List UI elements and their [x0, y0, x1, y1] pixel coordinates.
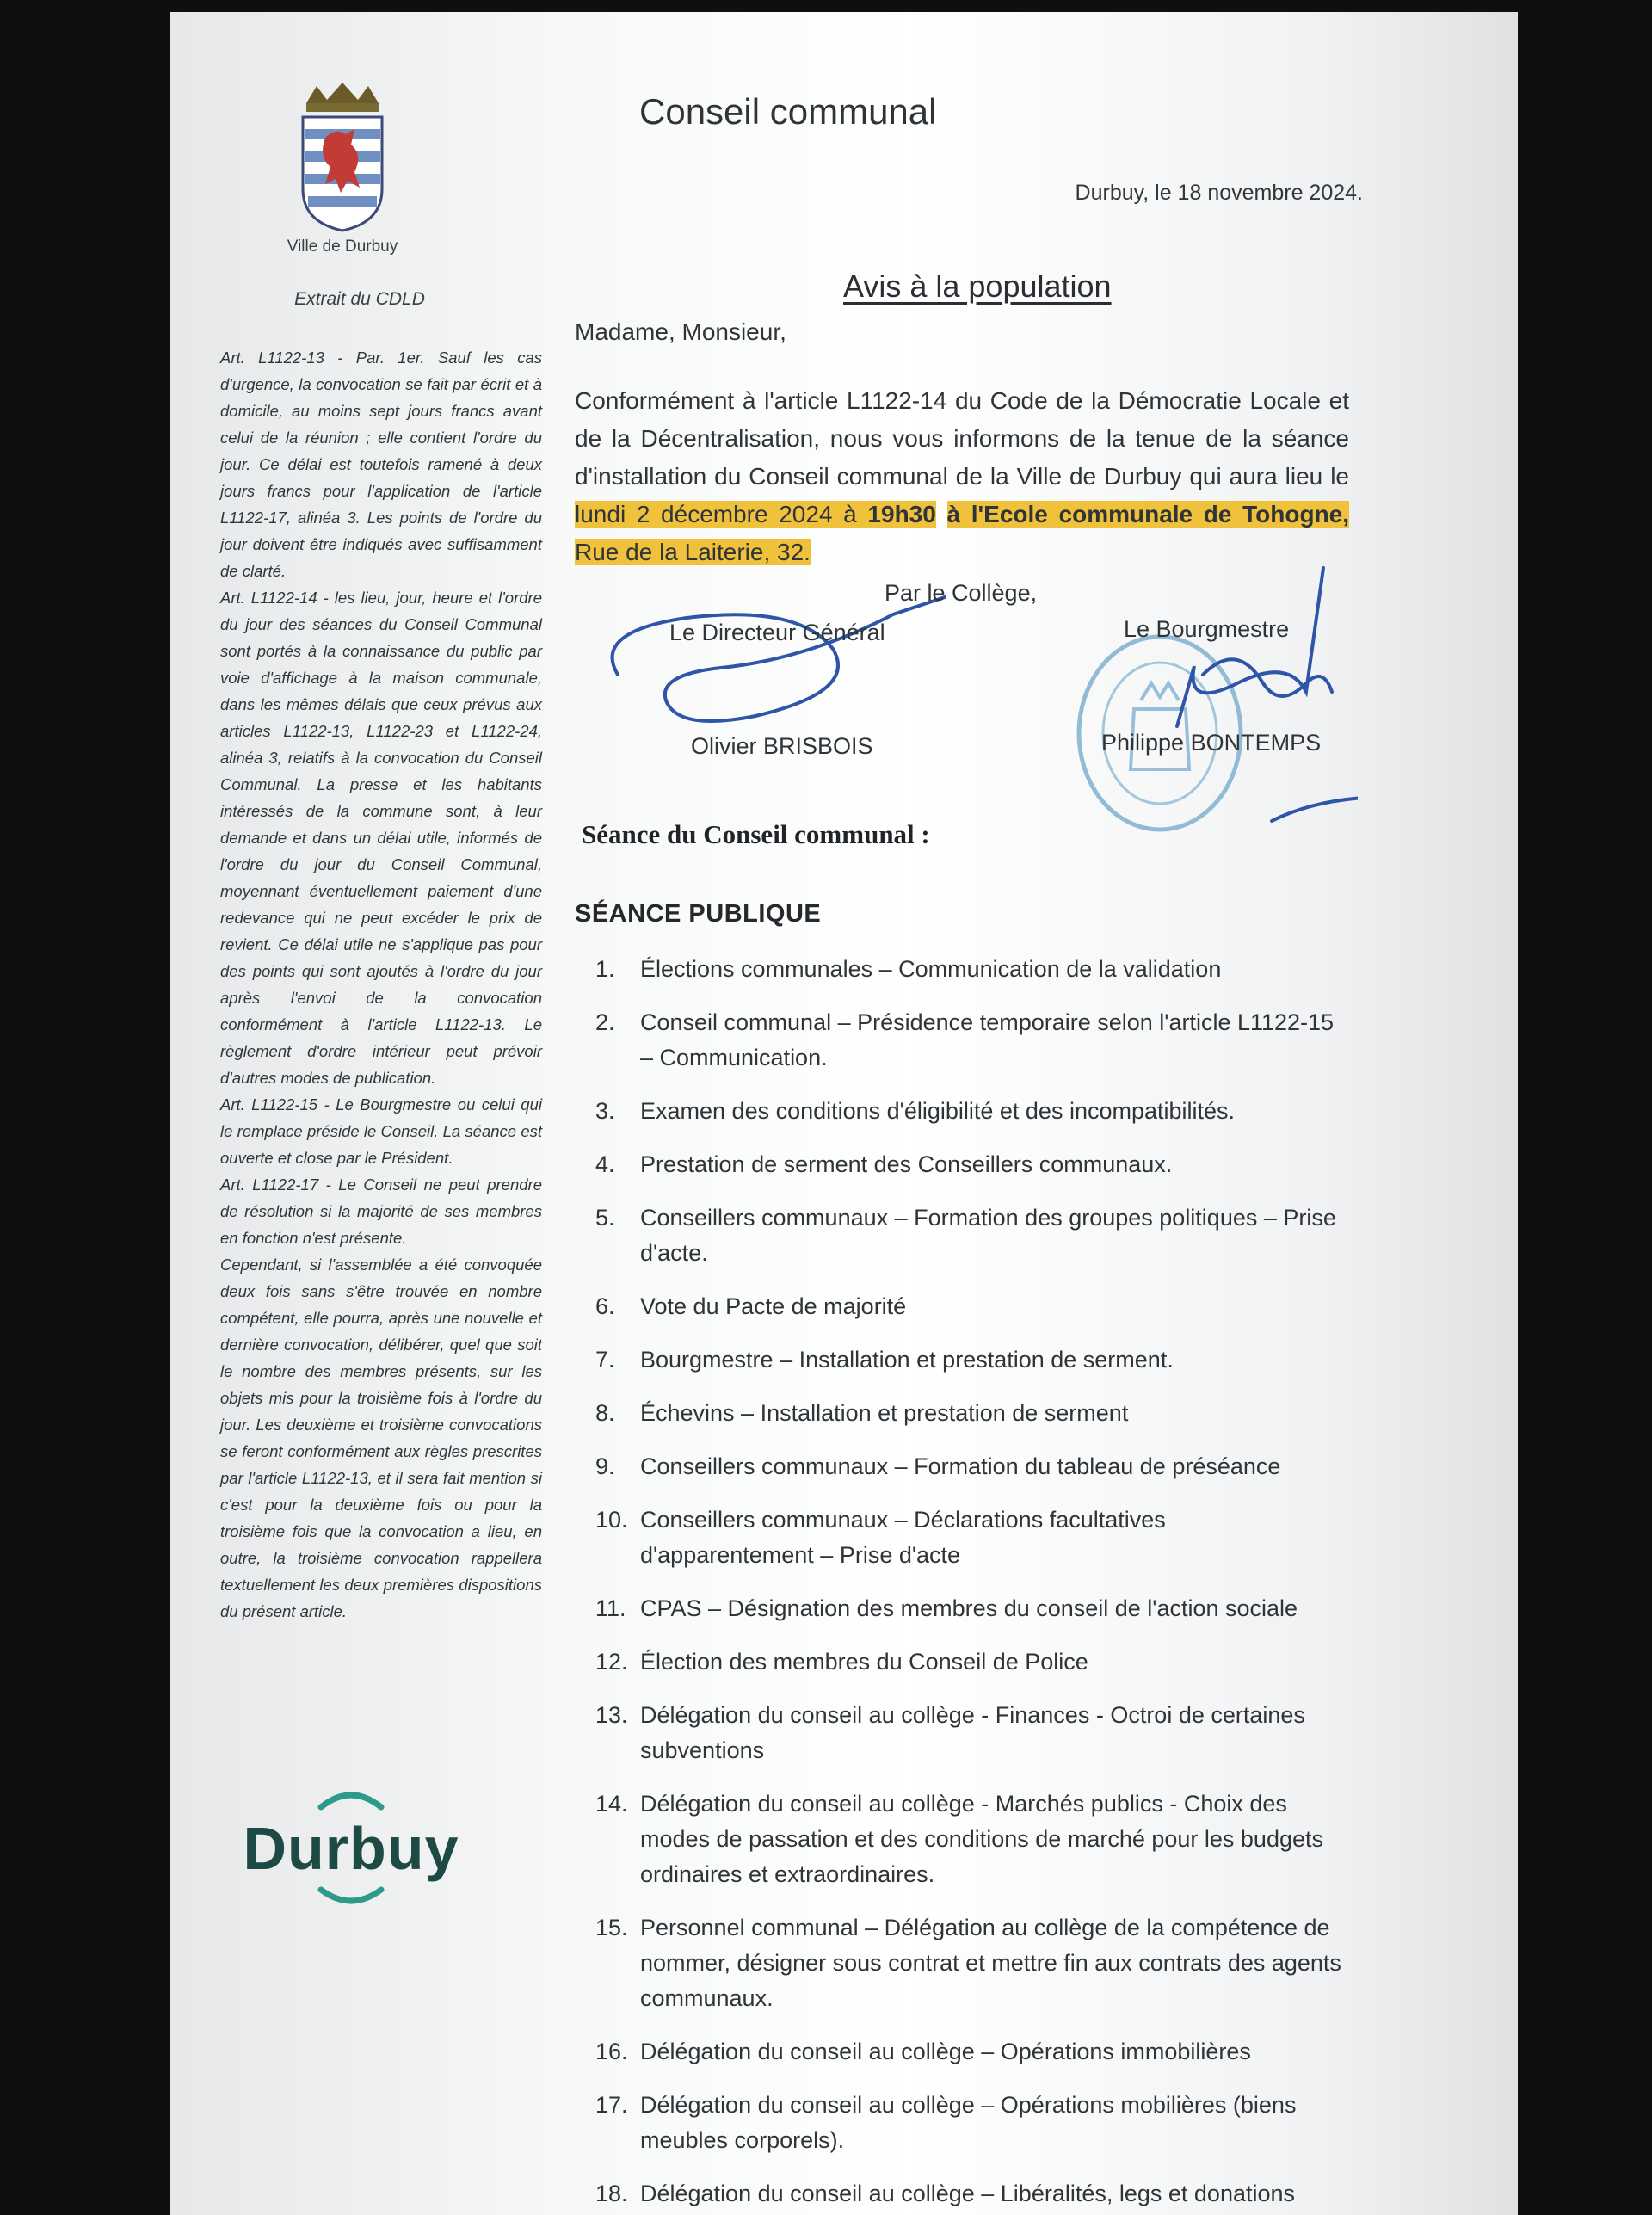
agenda-item: 4. Prestation de serment des Conseillers communaux.: [595, 1151, 1173, 1177]
crest-label: Ville de Durbuy: [287, 238, 398, 256]
agenda-item: 10. Conseillers communaux – Déclarations facultatives d'apparentement – Prise d'acte: [595, 1507, 1166, 1568]
document-date: Durbuy, le 18 novembre 2024.: [1075, 181, 1363, 205]
agenda-item: 3. Examen des conditions d'éligibilité et des incompatibilités.: [595, 1098, 1236, 1124]
document-page: [170, 12, 1518, 2215]
seance-publique-heading: SÉANCE PUBLIQUE: [575, 900, 822, 928]
cdld-paragraph: Art. L1122-17 - Le Conseil ne peut prendre de résolution si la majorité de ses membres en fonction n'est présente.: [220, 1175, 542, 1247]
agenda-item: 11. CPAS – Désignation des membres du conseil de l'action sociale: [595, 1595, 1298, 1621]
cdld-paragraph: Art. L1122-13 - Par. 1er. Sauf les cas d'urgence, la convocation se fait par écrit et à domicile, au moins sept jours francs avant celui de la réunion ; elle contient l'ordre du jour. Ce délai est toutefois ramené à deux jours francs pour l'application de l'article L1122-17, alinéa 3. Les points de l'ordre du jour doivent être indiqués avec suffisamment de clarté.: [220, 349, 542, 580]
cdld-title: Extrait du CDLD: [294, 289, 425, 309]
agenda-item: 9. Conseillers communaux – Formation du tableau de préséance: [595, 1453, 1281, 1479]
salutation: Madame, Monsieur,: [575, 318, 786, 345]
agenda-item: 12. Élection des membres du Conseil de Police: [595, 1649, 1088, 1675]
agenda-item: 7. Bourgmestre – Installation et prestation de serment.: [595, 1347, 1174, 1373]
highlight-date: lundi 2 décembre 2024 à 19h30: [575, 501, 936, 528]
agenda-item: 2. Conseil communal – Présidence temporaire selon l'article L1122-15 – Communication.: [595, 1009, 1335, 1070]
intro-text: Conformément à l'article L1122-14 du Code de la Démocratie Locale et de la Décentralisation, nous vous informons de la tenue de la séance d'installation du Conseil communal de la Ville de Durbuy qui aura lieu le: [575, 387, 1349, 490]
bourgmestre-title: Le Bourgmestre: [1124, 616, 1290, 642]
cdld-paragraph: Cependant, si l'assemblée a été convoquée deux fois sans s'être trouvée en nombre compétent, elle pourra, après une nouvelle et dernière convocation, délibérer, quel que soit le nombre des membres présents, sur les objets mis pour la troisième fois à l'ordre du jour. Les deuxième et troisième convocations se feront conformément aux règles prescrites par l'article L1122-13, et il sera fait mention si c'est pour la deuxième fois ou pour la troisième fois que la convocation a lieu, en outre, la troisième convocation rappellera textuellement les deux premières dispositions du présent article.: [220, 1256, 542, 1620]
agenda-list: [595, 952, 1344, 2212]
agenda-item: 18. Délégation du conseil au collège – Libéralités, legs et donations: [595, 2181, 1296, 2206]
page-title: Conseil communal: [639, 91, 937, 132]
agenda-item: 13. Délégation du conseil au collège - Finances - Octroi de certaines subventions: [595, 1702, 1305, 1763]
notice-intro: [575, 382, 1349, 571]
notice-title: Avis à la population: [843, 268, 1112, 304]
durbuy-logo: [239, 1778, 463, 1916]
bourgmestre-name: Philippe BONTEMPS: [1101, 730, 1322, 756]
highlight-time: 19h30: [867, 501, 936, 528]
cdld-paragraph: Art. L1122-14 - les lieu, jour, heure et l'ordre du jour des séances du Conseil Communal sont portés à la connaissance du public par voie d'affichage à la maison communale, dans les mêmes délais que ceux prévus aux articles L1122-13, L1122-23 et L1122-24, alinéa 3, relatifs à la convocation du Conseil Communal. La presse et les habitants intéressés de la commune sont, à leur demande et dans un délai utile, informés de l'ordre du jour du Conseil Communal, moyennant éventuellement paiement d'une redevance qui ne peut excéder le prix de revient. Ce délai utile ne s'applique pas pour des points qui sont ajoutés à l'ordre du jour après l'envoi de la convocation conformément à l'article L1122-13. Le règlement d'ordre intérieur peut prévoir d'autres modes de publication.: [220, 589, 542, 1087]
highlight-address: Rue de la Laiterie, 32.: [575, 539, 811, 565]
dg-title: Le Directeur Général: [669, 620, 885, 645]
agenda-item: 8. Échevins – Installation et prestation de serment: [595, 1400, 1129, 1426]
durbuy-crest-icon: [291, 77, 394, 232]
agenda-item: 6. Vote du Pacte de majorité: [595, 1293, 907, 1319]
agenda-item: 17. Délégation du conseil au collège – Opérations mobilières (biens meubles corporels).: [595, 2092, 1297, 2153]
logo-word: Durbuy: [243, 1815, 459, 1882]
agenda-item: 1. Élections communales – Communication de la validation: [595, 956, 1222, 982]
agenda-item: 5. Conseillers communaux – Formation des groupes politiques – Prise d'acte.: [595, 1205, 1336, 1266]
agenda-item: 14. Délégation du conseil au collège - Marchés publics - Choix des modes de passation et des conditions de marché pour les budgets ordinaires et extraordinaires.: [595, 1791, 1323, 1887]
dg-signature-icon: [613, 597, 945, 721]
cdld-paragraph: Art. L1122-15 - Le Bourgmestre ou celui qui le remplace préside le Conseil. La séance est ouverte et close par le Président.: [220, 1095, 542, 1167]
agenda-item: 15. Personnel communal – Délégation au collège de la compétence de nommer, désigner sous contrat et mettre fin aux contrats des agents communaux.: [595, 1915, 1341, 2011]
par-college: Par le Collège,: [885, 580, 1038, 606]
agenda-item: 16. Délégation du conseil au collège – Opérations immobilières: [595, 2039, 1251, 2064]
highlight-place: à l'Ecole communale de Tohogne, Rue de la Laiterie, 32.: [575, 501, 1350, 565]
seance-title: Séance du Conseil communal :: [582, 819, 930, 849]
dg-name: Olivier BRISBOIS: [691, 733, 873, 759]
cdld-extract: [220, 344, 542, 1625]
